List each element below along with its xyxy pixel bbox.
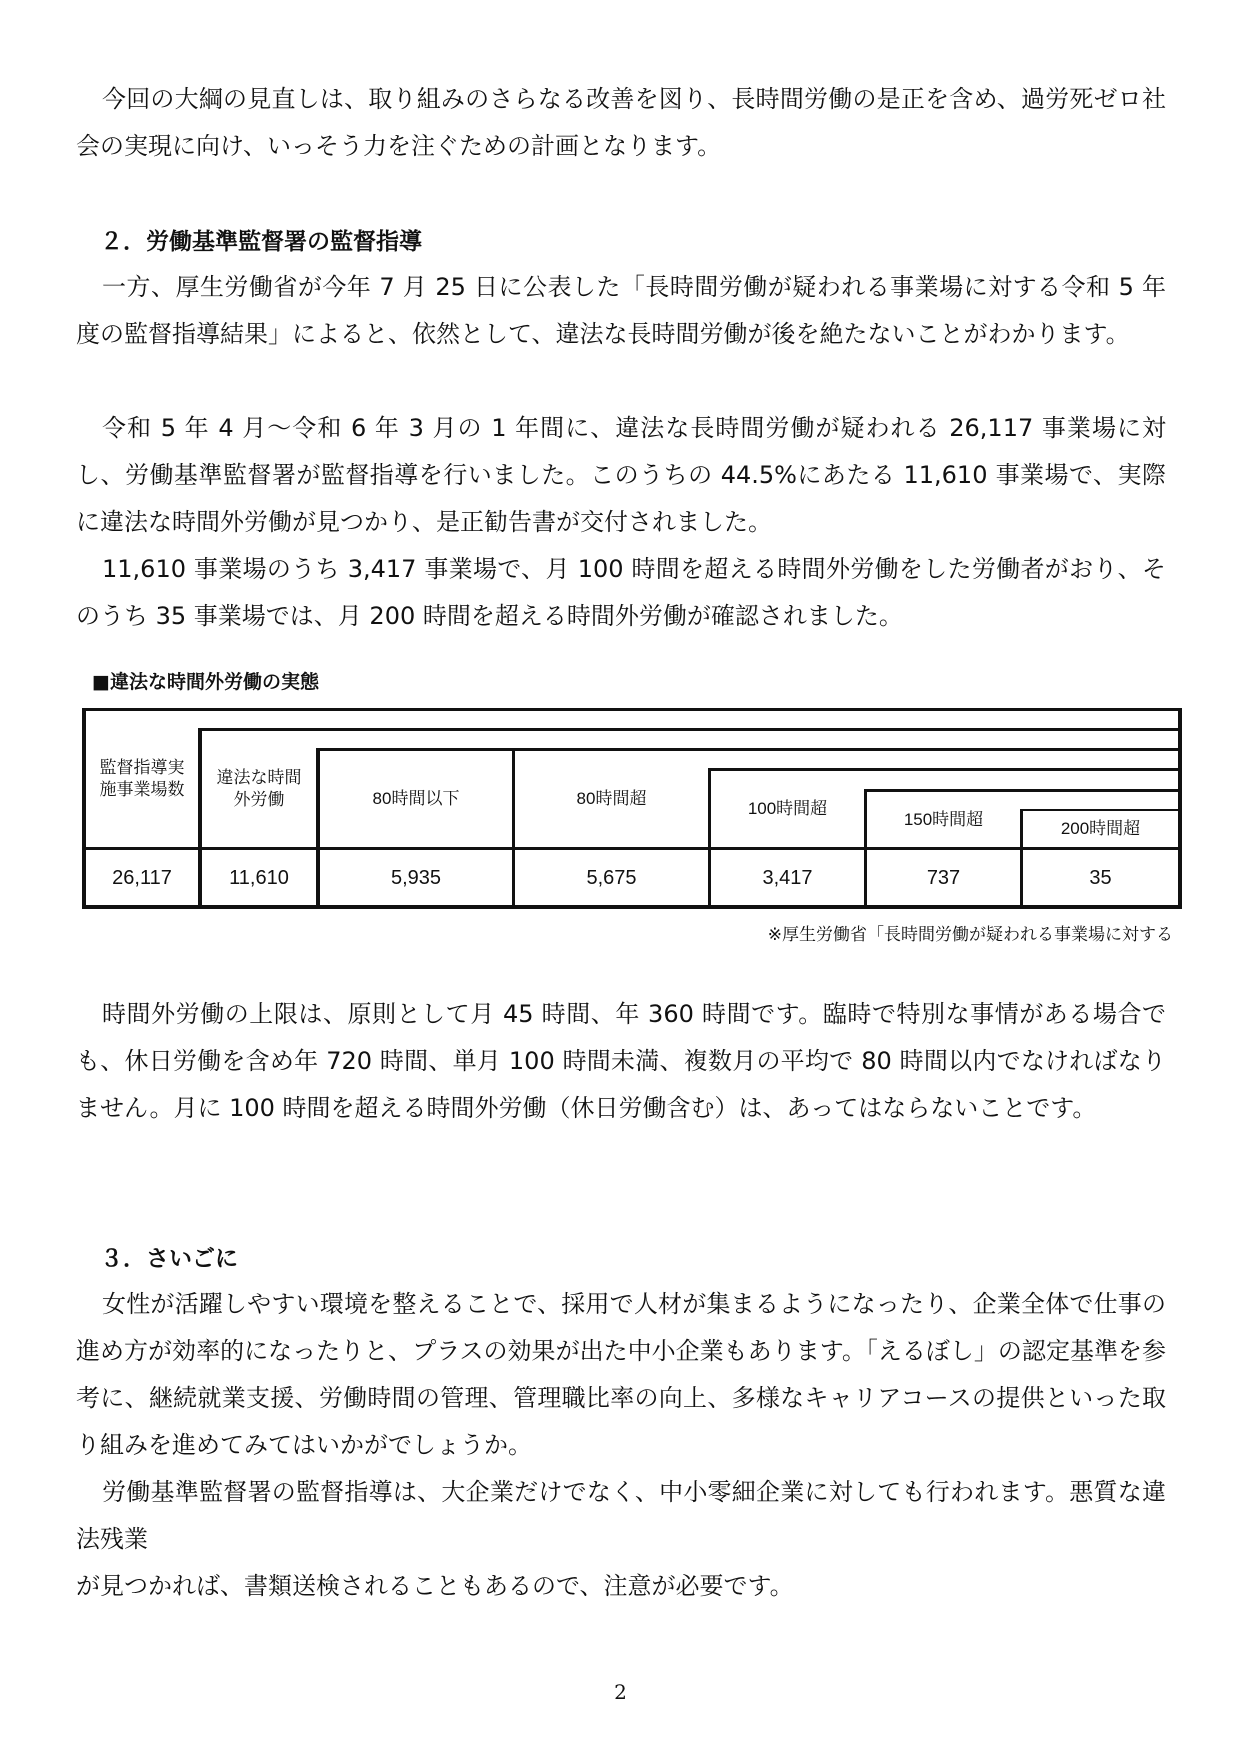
section-2-heading: ２．労働基準監督署の監督指導	[100, 229, 422, 255]
section-3-paragraph-1: 女性が活躍しやすい環境を整えることで、採用で人材が集まるようになったり、企業全体で仕事の進め方が効率的になったりと、プラスの効果が出た中小企業もあります。「えるぼし」の認定基準を参考に、継続就業支援、労働時間の管理、管理職比率の向上、多様なキャリアコースの提供といった取り組みを進めてみてはいかがでしょうか。	[76, 1290, 1166, 1459]
page-number: 2	[614, 1680, 627, 1704]
section-2-paragraph-3: 11,610 事業場のうち 3,417 事業場で、月 100 時間を超える時間外労働をした労働者がおり、そのうち 35 事業場では、月 200 時間を超える時間外労働が確認されました。	[76, 555, 1166, 630]
value-over-200: 35	[1089, 866, 1112, 889]
value-over-100: 3,417	[762, 866, 813, 889]
section-3-paragraph-2b: が見つかれば、書類送検されることもあるので、注意が必要です。	[76, 1572, 794, 1600]
section-2-paragraph-2: 令和 5 年 4 月～令和 6 年 3 月の 1 年間に、違法な長時間労働が疑われる 26,117 事業場に対し、労働基準監督署が監督指導を行いました。このうちの 44.5%にあたる 11,610 事業場で、実際に違法な時間外労働が見つかり、是正勧告書が交付されました。	[76, 414, 1166, 536]
header-inspected: 監督指導実施事業場数	[99, 758, 185, 799]
limits-paragraph: 時間外労働の上限は、原則として月 45 時間、年 360 時間です。臨時で特別な事情がある場合でも、休日労働を含め年 720 時間、単月 100 時間未満、複数月の平均で 80 時間以内でなければなりません。月に 100 時間を超える時間外労働（休日労働含む）は、あってはならないことです。	[76, 1000, 1166, 1122]
overtime-table	[82, 708, 1182, 910]
value-inspected: 26,117	[112, 866, 172, 889]
table-caption: ■違法な時間外労働の実態	[92, 671, 319, 693]
header-over-100: 100時間超	[747, 799, 828, 818]
header-over-200: 200時間超	[1060, 819, 1141, 838]
header-over-150: 150時間超	[903, 809, 984, 829]
intro-paragraph: 今回の大綱の見直しは、取り組みのさらなる改善を図り、長時間労働の是正を含め、過労死ゼロ社会の実現に向け、いっそう力を注ぐための計画となります。	[76, 85, 1166, 160]
header-illegal: 違法な時間外労働	[216, 768, 302, 809]
value-80-or-less: 5,935	[390, 866, 442, 889]
header-80-or-less: 80時間以下	[372, 789, 460, 808]
section-3-paragraph-2a: 労働基準監督署の監督指導は、大企業だけでなく、中小零細企業に対しても行われます。悪質な違法残業	[76, 1478, 1166, 1553]
section-3-heading: ３．さいごに	[100, 1246, 238, 1272]
section-2-paragraph-1: 一方、厚生労働省が今年 7 月 25 日に公表した「長時間労働が疑われる事業場に対する令和 5 年度の監督指導結果」によると、依然として、違法な長時間労働が後を絶たないことがわかります。	[76, 273, 1166, 348]
header-over-80: 80時間超	[576, 789, 647, 808]
value-illegal: 11,610	[229, 866, 289, 889]
value-over-80: 5,675	[586, 866, 637, 889]
table-source-note: ※厚生労働省「長時間労働が疑われる事業場に対する	[767, 925, 1173, 945]
value-over-150: 737	[926, 866, 961, 889]
